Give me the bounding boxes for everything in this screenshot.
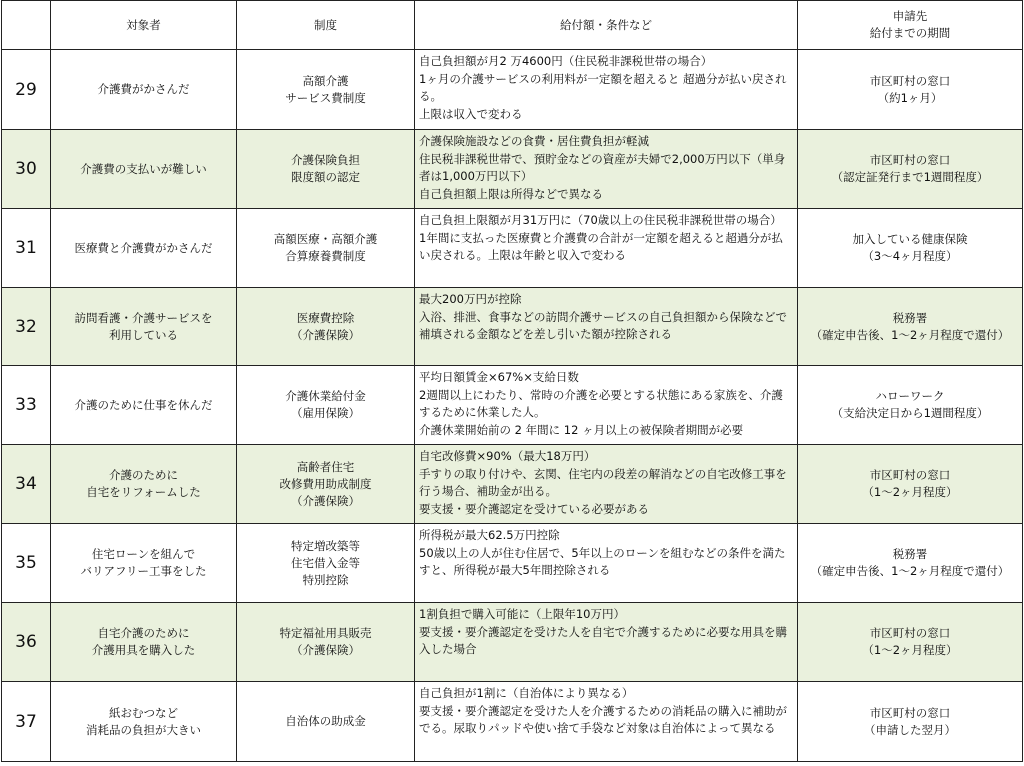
details-line: 手すりの取り付けや、玄関、住宅内の段差の解消などの自宅改修工事を行う場合、補助金が出る。 [419, 466, 787, 498]
details-line: 住民税非課税世帯で、預貯金などの資産が夫婦で2,000万円以下（単身者は1,000万円以下） [419, 151, 786, 183]
details-line: 所得税が最大62.5万円控除 [419, 528, 560, 542]
benefits-table [1, 0, 1023, 762]
row-number: 33 [2, 366, 51, 445]
system-cell: 高額介護 サービス費制度 [237, 50, 415, 130]
row-number: 37 [2, 682, 51, 762]
details-cell [415, 288, 798, 366]
details-line: 介護保険施設などの食費・居住費負担が軽減 [419, 134, 649, 148]
table-row [2, 366, 1023, 445]
row-number: 30 [2, 130, 51, 209]
row-number: 31 [2, 209, 51, 288]
details-cell [415, 209, 798, 288]
header-apply: 申請先 給付までの期間 [798, 1, 1023, 50]
details-line: 平均日額賃金×67%×支給日数 [419, 370, 579, 384]
header-system: 制度 [237, 1, 415, 50]
target-cell: 介護のために 自宅をリフォームした [51, 445, 237, 524]
details-line: 最大200万円が控除 [419, 292, 522, 306]
details-line: 1ヶ月の介護サービスの利用料が一定額を超えると 超過分が払い戻される。 [419, 71, 787, 103]
header-target: 対象者 [51, 1, 237, 50]
apply-cell: 加入している健康保険 （3〜4ヶ月程度） [798, 209, 1023, 288]
details-cell [415, 524, 798, 603]
table-row [2, 524, 1023, 603]
target-cell: 医療費と介護費がかさんだ [51, 209, 237, 288]
apply-cell: 市区町村の窓口 （1〜2ヶ月程度） [798, 603, 1023, 682]
row-number: 35 [2, 524, 51, 603]
table-row [2, 288, 1023, 366]
details-line: 2週間以上にわたり、常時の介護を必要とする状態にある家族を、介護するために休業した人。 [419, 387, 783, 419]
details-cell [415, 682, 798, 762]
details-line: 自宅改修費×90%（最大18万円） [419, 449, 596, 463]
target-cell: 訪問看護・介護サービスを 利用している [51, 288, 237, 366]
details-cell [415, 366, 798, 445]
header-number [2, 1, 51, 50]
system-cell: 高額医療・高額介護 合算療養費制度 [237, 209, 415, 288]
apply-cell: 市区町村の窓口 （認定証発行まで1週間程度） [798, 130, 1023, 209]
system-cell: 高齢者住宅 改修費用助成制度 （介護保険） [237, 445, 415, 524]
table-row [2, 682, 1023, 762]
details-cell [415, 445, 798, 524]
details-line: 要支援・要介護認定を受けた人を介護するための消耗品の購入に補助がでる。尿取りパッドや使い捨て手袋など対象は自治体によって異なる [419, 703, 787, 735]
row-number: 32 [2, 288, 51, 366]
system-cell: 介護保険負担 限度額の認定 [237, 130, 415, 209]
apply-cell: ハローワーク （支給決定日から1週間程度） [798, 366, 1023, 445]
row-number: 34 [2, 445, 51, 524]
table-row [2, 445, 1023, 524]
details-cell [415, 130, 798, 209]
table-row [2, 209, 1023, 288]
details-cell [415, 603, 798, 682]
apply-cell: 市区町村の窓口 （約1ヶ月） [798, 50, 1023, 130]
table-row [2, 50, 1023, 130]
target-cell: 介護費がかさんだ [51, 50, 237, 130]
details-line: 要支援・要介護認定を受けている必要がある [419, 501, 649, 516]
details-line: 入浴、排泄、食事などの訪問介護サービスの自己負担額から保険などで補填される金額などを差し引いた額が控除される [419, 309, 787, 341]
details-cell [415, 50, 798, 130]
system-cell: 特定増改築等 住宅借入金等 特別控除 [237, 524, 415, 603]
row-number: 36 [2, 603, 51, 682]
target-cell: 住宅ローンを組んで バリアフリー工事をした [51, 524, 237, 603]
details-line: 要支援・要介護認定を受けた人を自宅で介護するために必要な用具を購入した場合 [419, 624, 787, 656]
system-cell: 自治体の助成金 [237, 682, 415, 762]
details-line: 介護休業開始前の 2 年間に 12 ヶ月以上の被保険者期間が必要 [419, 422, 744, 437]
target-cell: 介護のために仕事を休んだ [51, 366, 237, 445]
table-row [2, 603, 1023, 682]
target-cell: 自宅介護のために 介護用具を購入した [51, 603, 237, 682]
details-line: 50歳以上の人が住む住居で、5年以上のローンを組むなどの条件を満たすと、所得税が最大5年間控除される [419, 545, 786, 577]
details-line: 1割負担で購入可能に（上限年10万円） [419, 607, 625, 621]
details-line: 1年間に支払った医療費と介護費の合計が一定額を超えると超過分が払い戻される。上限は年齢と収入で変わる [419, 230, 783, 262]
header-details: 給付額・条件など [415, 1, 798, 50]
target-cell: 介護費の支払いが難しい [51, 130, 237, 209]
details-line: 自己負担額が月2 万4600円（住民税非課税世帯の場合） [419, 54, 713, 68]
system-cell: 医療費控除 （介護保険） [237, 288, 415, 366]
target-cell: 紙おむつなど 消耗品の負担が大きい [51, 682, 237, 762]
details-line: 自己負担が1割に（自治体により異なる） [419, 686, 634, 700]
header-row [2, 1, 1023, 50]
details-line: 上限は収入で変わる [419, 106, 523, 121]
apply-cell: 市区町村の窓口 （1〜2ヶ月程度） [798, 445, 1023, 524]
apply-cell: 税務署 （確定申告後、1〜2ヶ月程度で還付） [798, 524, 1023, 603]
system-cell: 介護休業給付金 （雇用保険） [237, 366, 415, 445]
system-cell: 特定福祉用具販売 （介護保険） [237, 603, 415, 682]
table-row [2, 130, 1023, 209]
details-line: 自己負担額上限は所得などで異なる [419, 186, 603, 201]
row-number: 29 [2, 50, 51, 130]
details-line: 自己負担上限額が月31万円に（70歳以上の住民税非課税世帯の場合） [419, 213, 782, 227]
apply-cell: 税務署 （確定申告後、1〜2ヶ月程度で還付） [798, 288, 1023, 366]
apply-cell: 市区町村の窓口 （申請した翌月） [798, 682, 1023, 762]
